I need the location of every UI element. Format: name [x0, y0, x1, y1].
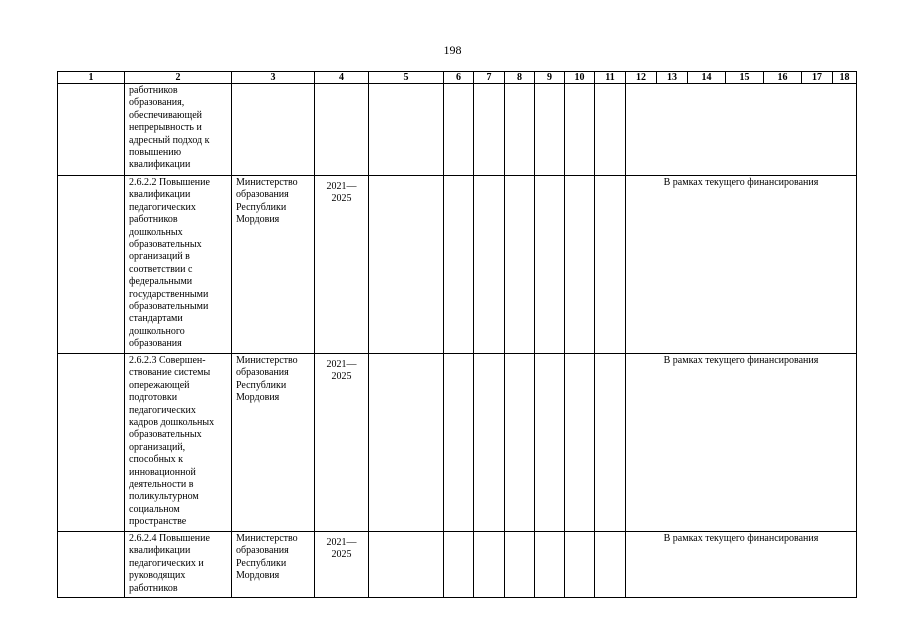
- cell-col-9: [535, 532, 565, 598]
- column-header-13: 13: [657, 72, 688, 84]
- measure-name-cell: [125, 532, 232, 598]
- cell-col-7: [474, 84, 505, 176]
- column-header-6: 6: [444, 72, 474, 84]
- cell-col-7: [474, 354, 505, 532]
- table-row: [58, 84, 857, 176]
- responsible-org: Министерство образования Республики Мордовия: [236, 177, 298, 226]
- cell-col-8: [505, 532, 535, 598]
- financing-note: В рамках текущего финансирования: [663, 177, 819, 188]
- cell-col-9: [535, 176, 565, 354]
- cell-col-10: [565, 532, 595, 598]
- cell-col-11: [595, 532, 626, 598]
- cell-col-6: [444, 532, 474, 598]
- cell-col-5: [369, 354, 444, 532]
- row-number-cell: [58, 84, 125, 176]
- column-header-7: 7: [474, 72, 505, 84]
- responsible-cell: [232, 532, 315, 598]
- financing-note-cell: [626, 84, 857, 176]
- measure-name-cell: [125, 84, 232, 176]
- cell-col-11: [595, 84, 626, 176]
- column-header-10: 10: [565, 72, 595, 84]
- financing-note: В рамках текущего финансирования: [663, 355, 819, 366]
- period: 2021— 2025: [326, 359, 357, 383]
- table-row: [58, 354, 857, 532]
- cell-col-9: [535, 354, 565, 532]
- table-row: [58, 176, 857, 354]
- financing-note: В рамках текущего финансирования: [663, 533, 819, 544]
- period: 2021— 2025: [326, 537, 357, 561]
- financing-note-cell: [626, 354, 857, 532]
- cell-col-6: [444, 176, 474, 354]
- column-header-9: 9: [535, 72, 565, 84]
- column-header-18: 18: [833, 72, 857, 84]
- cell-col-8: [505, 176, 535, 354]
- column-header-17: 17: [802, 72, 833, 84]
- cell-col-7: [474, 532, 505, 598]
- cell-col-9: [535, 84, 565, 176]
- period-cell: [315, 354, 369, 532]
- cell-col-8: [505, 84, 535, 176]
- column-header-5: 5: [369, 72, 444, 84]
- responsible-org: Министерство образования Республики Мордовия: [236, 355, 298, 404]
- cell-col-10: [565, 176, 595, 354]
- cell-col-6: [444, 354, 474, 532]
- row-number-cell: [58, 176, 125, 354]
- responsible-cell: [232, 354, 315, 532]
- period-cell: [315, 84, 369, 176]
- cell-col-5: [369, 84, 444, 176]
- column-header-3: 3: [232, 72, 315, 84]
- cell-col-7: [474, 176, 505, 354]
- column-header-14: 14: [688, 72, 726, 84]
- measure-name: 2.6.2.3 Совершен- ствование системы опережающей подготовки педагогических кадров дошкольных образовательных организаций, способных к инновационной деятельности в поликультурном социальном пространстве: [129, 355, 215, 528]
- cell-col-5: [369, 532, 444, 598]
- cell-col-11: [595, 176, 626, 354]
- cell-col-5: [369, 176, 444, 354]
- column-header-11: 11: [595, 72, 626, 84]
- column-header-12: 12: [626, 72, 657, 84]
- cell-col-8: [505, 354, 535, 532]
- row-number-cell: [58, 354, 125, 532]
- period-cell: [315, 176, 369, 354]
- plan-table: [57, 71, 857, 598]
- cell-col-10: [565, 84, 595, 176]
- responsible-cell: [232, 176, 315, 354]
- financing-note-cell: [626, 176, 857, 354]
- measure-name: работников образования, обеспечивающей непрерывность и адресный подход к повышению квалификации: [129, 85, 210, 171]
- responsible-org: Министерство образования Республики Мордовия: [236, 533, 298, 582]
- financing-note-cell: [626, 532, 857, 598]
- page-number: 198: [443, 43, 462, 57]
- column-header-16: 16: [764, 72, 802, 84]
- cell-col-10: [565, 354, 595, 532]
- period-cell: [315, 532, 369, 598]
- measure-name-cell: [125, 354, 232, 532]
- column-header-8: 8: [505, 72, 535, 84]
- column-header-2: 2: [125, 72, 232, 84]
- row-number-cell: [58, 532, 125, 598]
- measure-name-cell: [125, 176, 232, 354]
- cell-col-6: [444, 84, 474, 176]
- column-header-1: 1: [58, 72, 125, 84]
- period: 2021— 2025: [326, 181, 357, 205]
- measure-name: 2.6.2.4 Повышение квалификации педагогических и руководящих работников: [129, 533, 210, 594]
- measure-name: 2.6.2.2 Повышение квалификации педагогических работников дошкольных образовательных организаций в соответствии с федеральными государственными образовательными стандартами дошкольного образования: [129, 177, 210, 350]
- cell-col-11: [595, 354, 626, 532]
- column-header-4: 4: [315, 72, 369, 84]
- header-row: [58, 72, 857, 84]
- responsible-cell: [232, 84, 315, 176]
- table-row: [58, 532, 857, 598]
- column-header-15: 15: [726, 72, 764, 84]
